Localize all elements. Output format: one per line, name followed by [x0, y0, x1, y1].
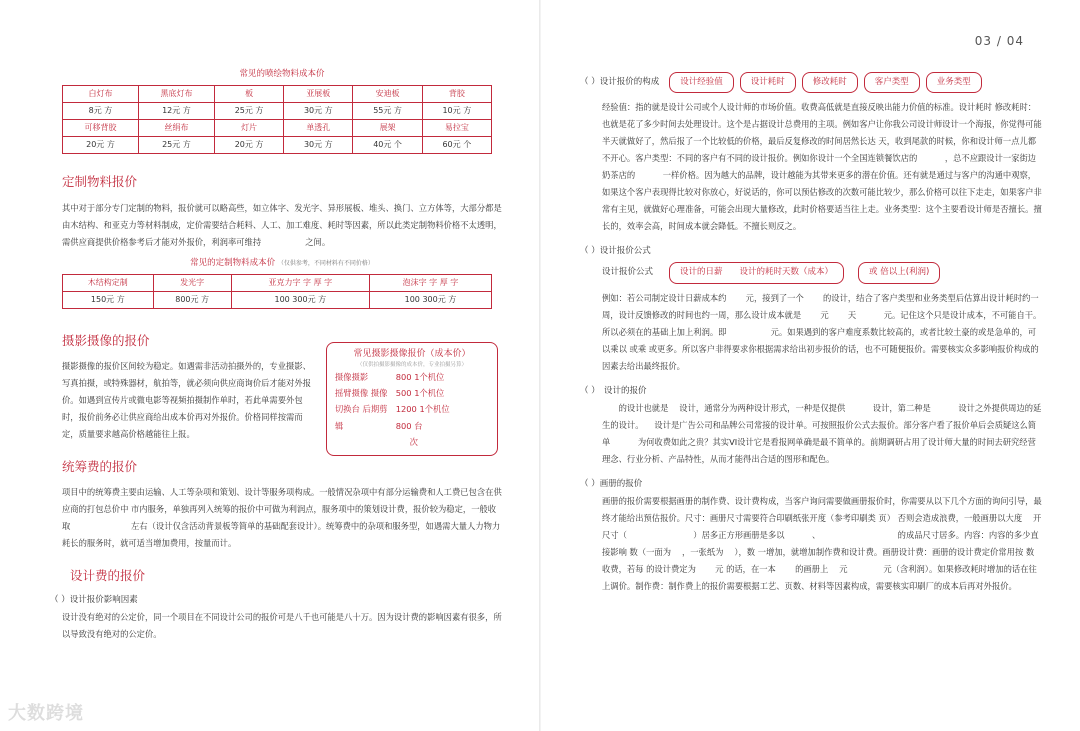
section-heading: 定制物料报价 [62, 174, 138, 190]
table-cell: 易拉宝 [422, 120, 491, 137]
table-cell: 黑底灯布 [138, 86, 214, 103]
section-heading: 摄影摄像的报价 [62, 332, 150, 348]
photo-price-row: 切换台 后期剪 1200 1个机位 [335, 404, 450, 415]
table-cell: 100 300元 方 [369, 291, 491, 308]
table-cell: 30元 方 [284, 137, 353, 154]
table-cell: 25元 方 [138, 137, 214, 154]
right-page [580, 60, 1040, 595]
table-title [62, 257, 502, 270]
section-heading: 统筹费的报价 [62, 459, 138, 475]
composition-pill: 设计经验值 [669, 72, 734, 93]
sub-heading: （ ） 设计的报价 [580, 385, 647, 396]
photo-box-title: 常见摄影摄像报价（成本价） [353, 349, 471, 359]
table-cell: 木结构定制 [63, 274, 154, 291]
overall-paragraph: 项目中的统筹费主要由运输、人工等杂项和策划、设计等服务项构成。一般情况杂项中有部分运输费和人工费已包含在供应商的打包总价中 市内服务，单独再列入统筹的报价中可做为利润点，服务项中的策划设计费，报价较为稳定，一般收取 左右（设计仅含活动背景板等简单的基础配套设计）。统筹费中的杂项和服务型，如遇需大量人力物力耗长的服务时，就可适当增加费用，按量而计。 [62, 487, 502, 549]
formula-row [602, 262, 1040, 283]
table-cell: 亚克力字 字 厚 字 [231, 274, 369, 291]
formula-paragraph: 例如：若公司制定设计日薪成本约 元，接到了一个 的设计，结合了客户类型和业务类型后估算出设计耗时约一周，设计反馈修改的时间也约一周，那么设计成本就是 元 天 元。记住这个只是设计成本，不可能自干。所以必须在的基础上加上利润。即 元。如果遇到的客户难度系数比较高的，或者比较土豪的或是急单的，可以乘以 或乘 或更多。所以客户非得要求你根据需求给出初步报价的话，也不可随便报价。需要核实众多影响报价构成的因素去给出最终报价。 [602, 292, 1042, 371]
table-row [63, 291, 492, 308]
formula-pill-cost: 设计的日薪 设计的耗时天数（成本） [669, 262, 844, 283]
table-cell: 泡沫字 字 厚 字 [369, 274, 491, 291]
table-cell: 30元 方 [284, 103, 353, 120]
page-number: 03 / 04 [974, 34, 1024, 48]
sub-heading: （ ）设计报价公式 [580, 246, 651, 257]
table-cell: 亚展板 [284, 86, 353, 103]
table-cell: 12元 方 [138, 103, 214, 120]
table-cell: 25元 方 [214, 103, 283, 120]
table-cell: 60元 个 [422, 137, 491, 154]
section-heading: 设计费的报价 [70, 568, 146, 584]
photo-price-row: 摇臂摄像 摄像 500 1个机位 [335, 388, 445, 399]
custom-paragraph: 其中对于部分专门定制的物料，报价就可以略高些，如立体字、发光字、异形展板、堆头、换门、立方体等，大部分都是由木结构、和亚克力等材料制成，定价需要结合耗料、人工、加工难度、耗时等因素，所以此类定制物料价格不太透明，需供应商提供价格参考后才能对外报价，利润率可维持 之间。 [62, 202, 502, 247]
table-cell: 800元 方 [153, 291, 231, 308]
table-cell: 单透孔 [284, 120, 353, 137]
table-row [63, 86, 492, 103]
photo-price-row: 辑 800 台 [335, 420, 423, 431]
composition-pill: 设计耗时 [740, 72, 796, 93]
table-cell: 100 300元 方 [231, 291, 369, 308]
composition-pill: 业务类型 [926, 72, 982, 93]
sub-heading: （ ）设计报价的构成 [580, 77, 660, 87]
table-note: （仅供参考，不同材料有不同价格） [277, 259, 374, 267]
photo-price-box [326, 342, 498, 456]
sub-heading: （ ）设计报价影响因素 [50, 594, 138, 605]
table-cell: 20元 方 [214, 137, 283, 154]
table-cell: 展架 [353, 120, 422, 137]
table-row [63, 137, 492, 154]
composition-pill: 修改耗时 [802, 72, 858, 93]
vi-paragraph: 的设计也就是 设计，通常分为两种设计形式，一种是仅提供 设计，第二种是 设计之外提供周边的延生的设计。 设计是广告公司和品牌公司常接的设计单。可按照报价公式去报价。部分客户看了报价单后会质疑这么简单 为何收费如此之贵？其实VI设计它是看报网单确是最不简单的。前期调研占用了设计师大量的时间去研究经营理念、行业分析、产品特性，从而才能得出合适的图形和配色。 [602, 402, 1042, 464]
custom-material-table [62, 274, 492, 309]
table-cell: 150元 方 [63, 291, 154, 308]
sub-heading: （ ）画册的报价 [580, 478, 643, 489]
album-paragraph: 画册的报价需要根据画册的制作费、设计费构成，当客户询问需要做画册报价时，你需要从以下几个方面的询问引导，最终才能给出预估报价。尺寸：画册尺寸需要符合印刷纸张开度（参考印刷类 页） 否则会造成浪费，一般画册以大度 开尺寸（ ）居多正方形画册是多以 、 的成品尺寸居多。内容：内容的多少直接影响 数（一面为 ，一张纸为 ），数 一增加，就增加制作费和设计费。画册设计费：画册的设计费定价常用按 数收费，若每 的设计费定为 元 的话，在一本 的画册上 元 元（含利润）。如果修改耗时增加的话在往上调价。制作费：制作费上的报价需要根据工艺、页数、材料等因素构成，需要核实印刷厂的成本后再对外报价。 [602, 495, 1042, 591]
table-cell: 安迪板 [353, 86, 422, 103]
table-cell: 板 [214, 86, 283, 103]
composition-pill: 客户类型 [864, 72, 920, 93]
table-row [63, 120, 492, 137]
watermark-logo: 大数跨境 [8, 703, 84, 724]
formula-pill-profit: 或 倍以上(利润) [858, 262, 940, 283]
photo-box-note: （仅供拍摄影摄像的成本价，专业拍摄另算） [356, 361, 467, 368]
spray-material-table [62, 85, 492, 154]
table-row [63, 103, 492, 120]
photo-price-row: 摄像摄影 800 1个机位 [335, 372, 445, 383]
photo-paragraph: 摄影摄像的报价区间较为稳定。如遇需非活动拍摄外的，专业摄影、写真拍摄，或特殊器材，航拍等，就必须向供应商询价后才能对外报价。如遇到宣传片或微电影等视频拍摄制作单时，若此单需要外包时，报价前务必让供应商给出成本价再对外报价。价格同样按需而定，质量要求越高价格越能往上报。 [62, 361, 311, 440]
page-fold [539, 0, 541, 731]
composition-row [580, 72, 1040, 93]
table-cell: 55元 方 [353, 103, 422, 120]
table-cell: 可移背胶 [63, 120, 139, 137]
table-cell: 40元 个 [353, 137, 422, 154]
table-cell: 背胶 [422, 86, 491, 103]
table-title-text: 常见的定制物料成本价 [190, 257, 276, 268]
table-cell: 8元 方 [63, 103, 139, 120]
composition-paragraph: 经验值：指的就是设计公司或个人设计师的市场价值。收费高低就是直接反映出能力价值的标准。设计耗时 修改耗时：也就是花了多少时间去处理设计。这个是占据设计总费用的主项。例如客户让你我公司设计师设计一个海报，你觉得可能半天就做好了，然后报了一个比较低的价格，最后反复修改的时间居然长达 天，收到尾款的时候，你和设计师一点儿都不开心。客户类型：不同的客户有不同的设计报价。例如你设计一个全国连锁餐饮店的 ，总不应跟设计一家街边奶茶店的 一样价格。因为越大的品牌，设计越能为其带来更多的潜在价值。还有就是通过与客户的沟通中观察，如果这个客户表现得比较对你放心，好说话的，你可以预估修改的次数可能比较少，那么价格可以往下走走，如果客户非常有主见，就做好心理准备，可能会出现大量修改，此时价格要适当往上走。业务类型：这个主要看设计师是否擅长。擅长的，效率会高，时间成本就会降低。不擅长则反之。 [602, 102, 1042, 232]
table-cell: 10元 方 [422, 103, 491, 120]
left-page [50, 60, 502, 643]
table-cell: 白灯布 [63, 86, 139, 103]
table-cell: 发光字 [153, 274, 231, 291]
table-title: 常见的喷绘物料成本价 [239, 69, 325, 79]
table-cell: 20元 方 [63, 137, 139, 154]
photo-price-row: 次 [335, 436, 418, 447]
table-row [63, 274, 492, 291]
formula-label: 设计报价公式 [602, 267, 654, 278]
table-cell: 灯片 [214, 120, 283, 137]
table-cell: 丝绢布 [138, 120, 214, 137]
design-paragraph: 设计没有绝对的公定价，同一个项目在不同设计公司的报价可是八千也可能是八十万。因为设计费的影响因素有很多，所以导致没有绝对的公定价。 [62, 612, 502, 640]
